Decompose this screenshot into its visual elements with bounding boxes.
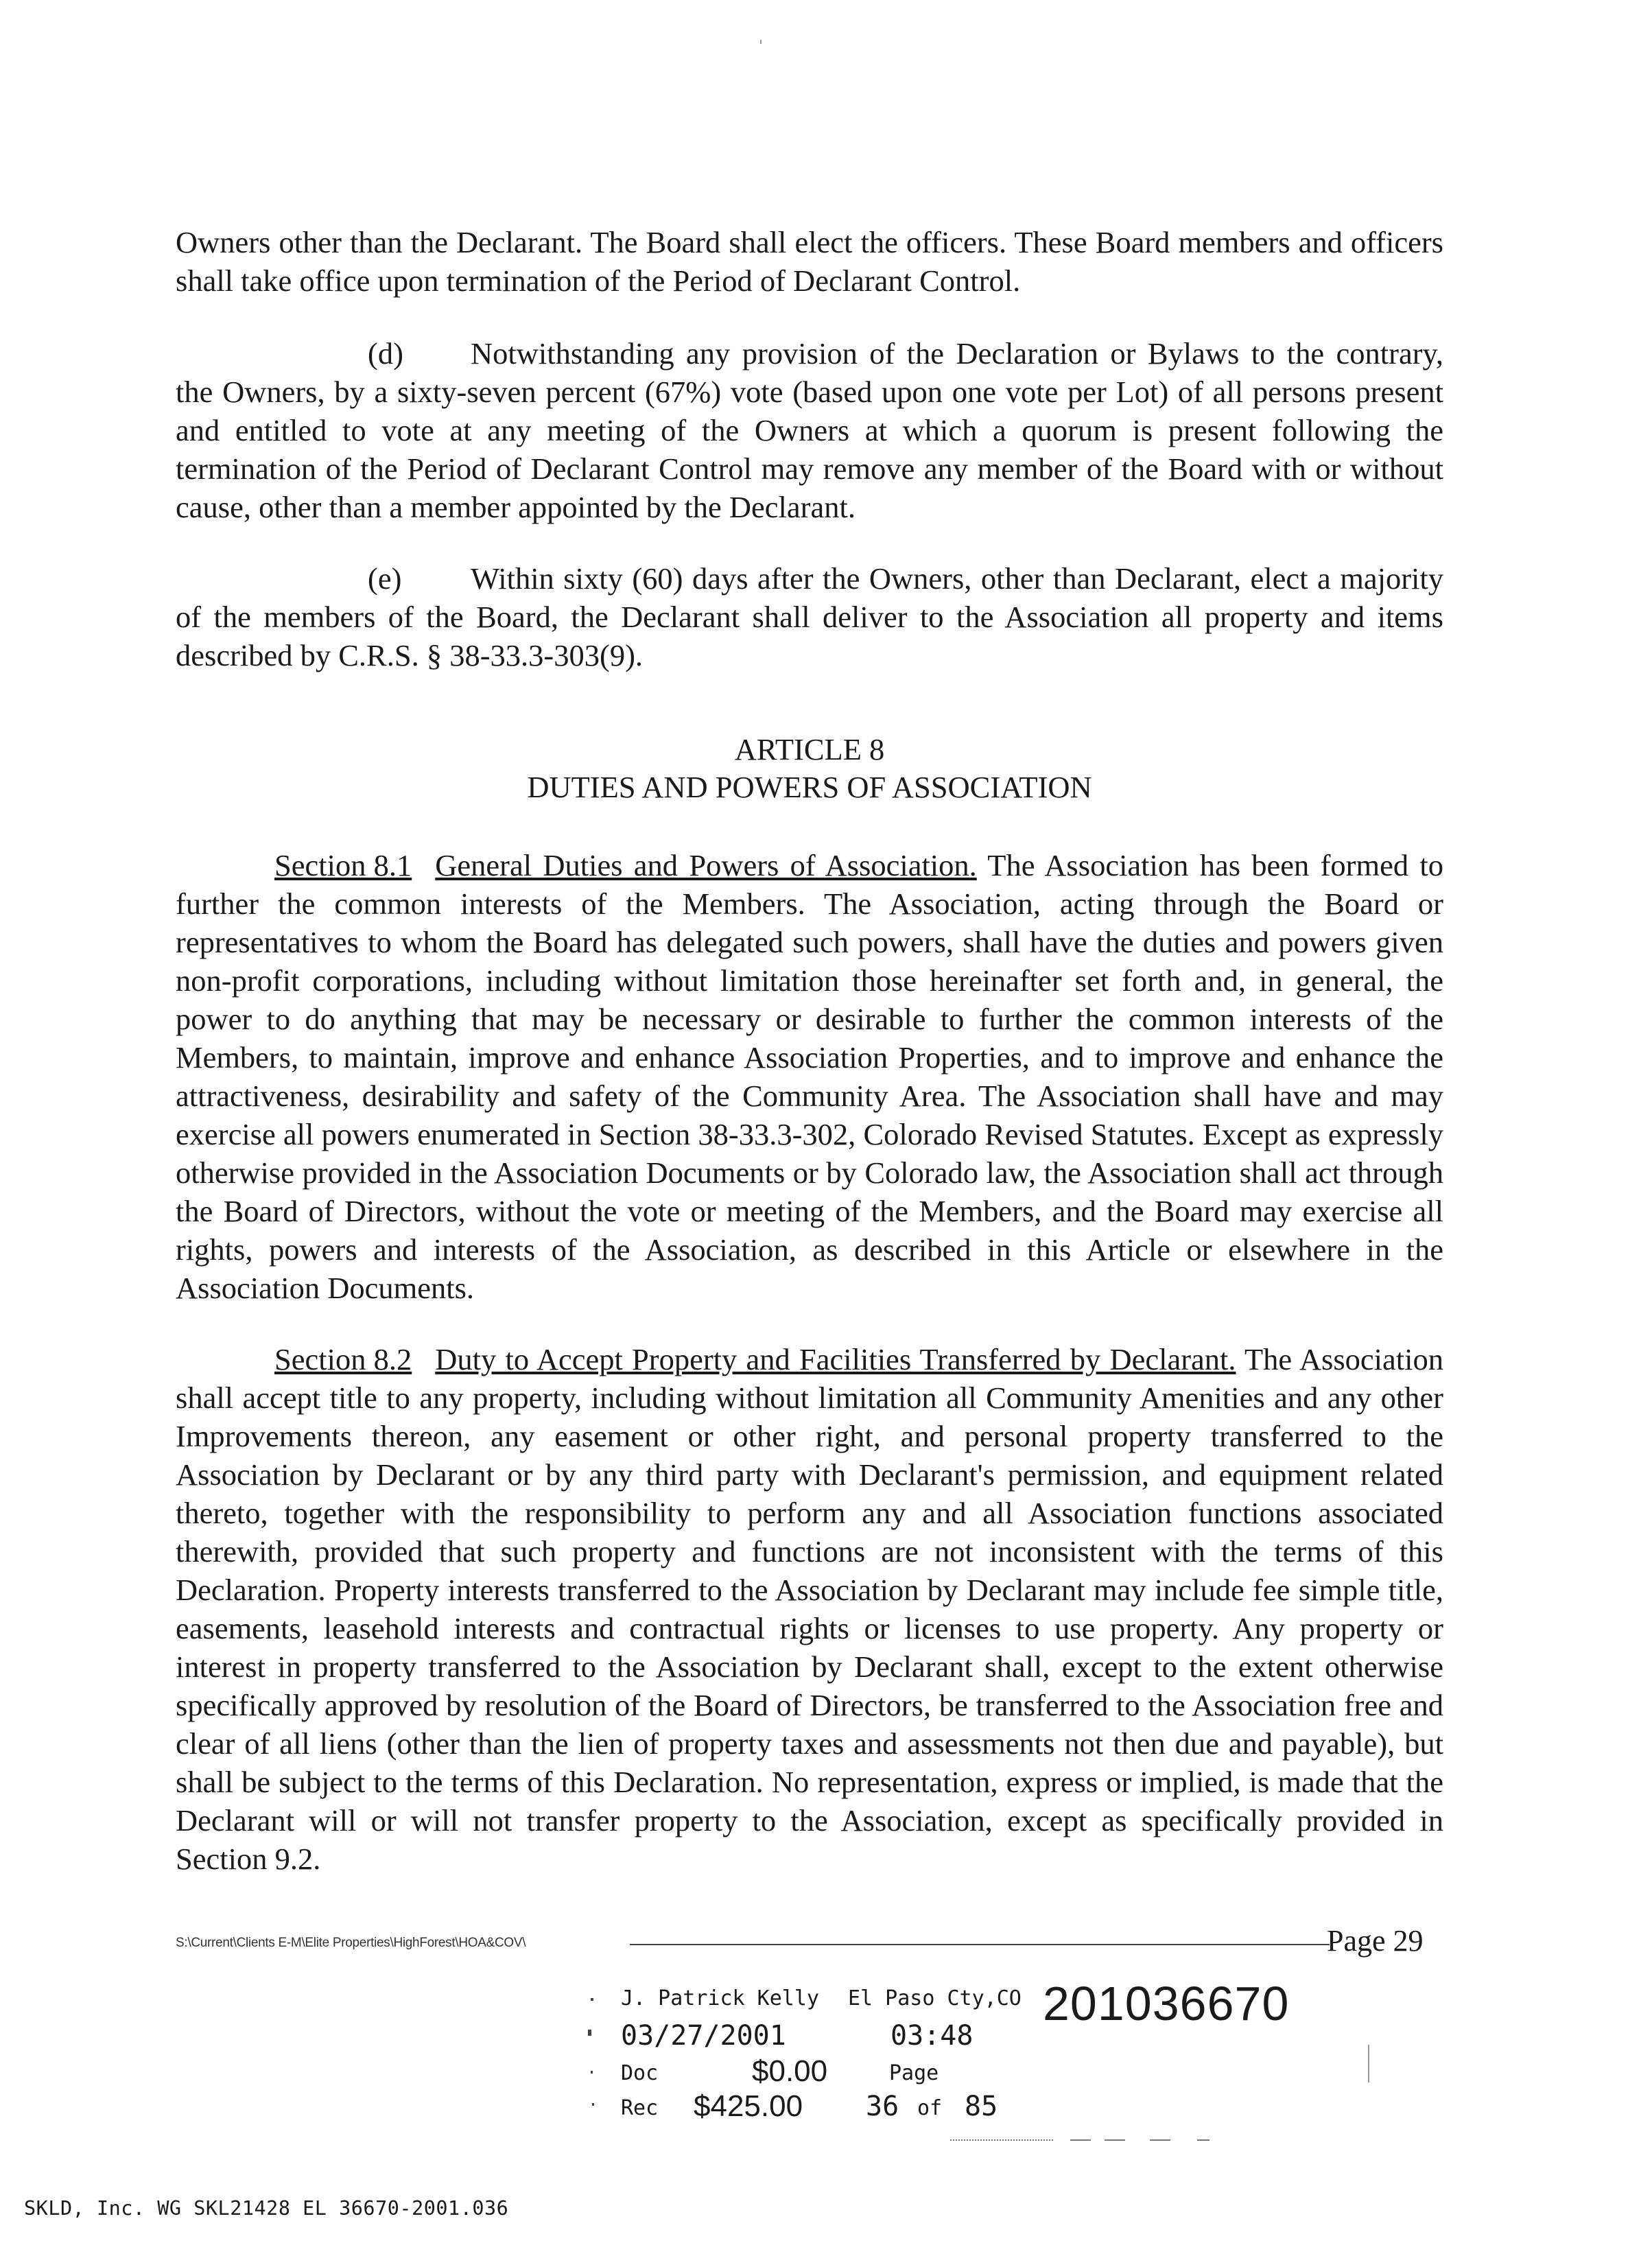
stamp-time: 03:48: [890, 2020, 974, 2052]
section-8-1-text: The Association has been formed to further the common interests of the Members. The Association, acting through the Board or representatives to whom the Board has delegated such powers, shall have the duties and powers given non-profit corporations, including without limitation those hereinafter set forth and, in general, the power to do anything that may be necessary or desirable to further the common interests of the Members, to maintain, improve and enhance Association Properties, and to improve and enhance the attractiveness, desirability and safety of the Community Area. The Association shall have and may exercise all powers enumerated in Section 38-33.3-302, Colorado Revised Statutes. Except as expressly otherwise provided in the Association Documents or by Colorado law, the Association shall act through the Board of Directors, without the vote or meeting of the Members, and the Board may exercise all rights, powers and interests of the Association, as described in this Article or elsewhere in the Association Documents.: [176, 848, 1443, 1305]
stamp-date: 03/27/2001: [621, 2020, 786, 2052]
stamp-dash: [1105, 2139, 1125, 2141]
paragraph-e-label: (e): [368, 561, 402, 596]
section-8-2-label: Section 8.2: [274, 1342, 412, 1376]
stamp-dash: [1197, 2139, 1210, 2141]
stamp-speck: [592, 2103, 594, 2106]
stamp-county: El Paso Cty,CO: [848, 1986, 1022, 2010]
paragraph-text: Owners other than the Declarant. The Board shall elect the officers. These Board members and officers shall take office upon termination of the Period of Declarant Control.: [176, 225, 1443, 298]
stamp-speck: [591, 2071, 593, 2074]
footer-file-path: S:\Current\Clients E-M\Elite Properties\HighForest\HOA&COV\: [176, 1936, 526, 1950]
stamp-doc-label: Doc: [621, 2061, 659, 2085]
section-8-2-text: The Association shall accept title to any property, including without limitation all Community Amenities and any other Improvements thereon, any easement or other right, and personal property transferred to the Association by Declarant or by any third party with Declarant's permission, and equipment related thereto, together with the responsibility to perform any and all Association functions associated therewith, provided that such property and functions are not inconsistent with the terms of this Declaration. Property interests transferred to the Association by Declarant may include fee simple title, easements, leasehold interests and contractual rights or licenses to use property. Any property or interest in property transferred to the Association by Declarant shall, except to the extent otherwise specifically approved by resolution of the Board of Directors, be transferred to the Association free and clear of all liens (other than the lien of property taxes and assessments not then due and payable), but shall be subject to the terms of this Declaration. No representation, express or implied, is made that the Declarant will or will not transfer property to the Association, except as specifically provided in Section 9.2.: [176, 1342, 1443, 1876]
paragraph-d-text: Notwithstanding any provision of the Declaration or Bylaws to the contrary, the Owners, by a sixty-seven percent (67%) vote (based upon one vote per Lot) of all persons present and entitled to vote at any meeting of the Owners at which a quorum is present following the termination of the Period of Declarant Control may remove any member of the Board with or without cause, other than a member appointed by the Declarant.: [176, 336, 1443, 524]
stamp-edge: [1368, 2045, 1369, 2082]
stamp-page-index: 36: [866, 2091, 899, 2122]
stamp-speck: [588, 2030, 591, 2036]
footer-rule: [630, 1944, 1330, 1945]
stamp-doc-amount: $0.00: [752, 2054, 828, 2088]
paragraph-d: [176, 334, 1443, 526]
article-title: DUTIES AND POWERS OF ASSOCIATION: [527, 770, 1092, 804]
paragraph-e: [176, 559, 1443, 674]
scan-mark: [760, 40, 762, 44]
section-8-2-title: Duty to Accept Property and Facilities Transferred by Declarant.: [435, 1342, 1236, 1376]
section-8-1-label: Section 8.1: [274, 848, 412, 882]
stamp-reception-number: 201036670: [1043, 1977, 1290, 2030]
section-8-2: [176, 1340, 1443, 1878]
stamp-dash: [950, 2139, 1053, 2141]
stamp-recorder: J. Patrick Kelly: [621, 1986, 819, 2010]
document-reference-line: SKLD, Inc. WG SKL21428 EL 36670-2001.036: [24, 2197, 509, 2220]
stamp-page-word: Page: [889, 2061, 939, 2085]
section-8-1-title: General Duties and Powers of Association.: [435, 848, 977, 882]
paragraph-owners-continuation: [176, 223, 1443, 300]
stamp-dash: [1150, 2139, 1170, 2141]
stamp-speck: [591, 1998, 593, 2001]
section-8-1: [176, 846, 1443, 1307]
article-number: ARTICLE 8: [734, 732, 885, 766]
paragraph-d-label: (d): [368, 336, 403, 371]
stamp-page-total: 85: [965, 2091, 998, 2122]
page-number: Page 29: [1327, 1924, 1424, 1958]
stamp-dash: [1070, 2139, 1091, 2141]
stamp-rec-label: Rec: [621, 2096, 659, 2120]
stamp-of-word: of: [917, 2096, 943, 2120]
paragraph-e-text: Within sixty (60) days after the Owners, other than Declarant, elect a majority of the members of the Board, the Declarant shall deliver to the Association all property and items described by C.R.S. § 38-33.3-303(9).: [176, 561, 1443, 672]
stamp-rec-amount: $425.00: [694, 2089, 803, 2123]
